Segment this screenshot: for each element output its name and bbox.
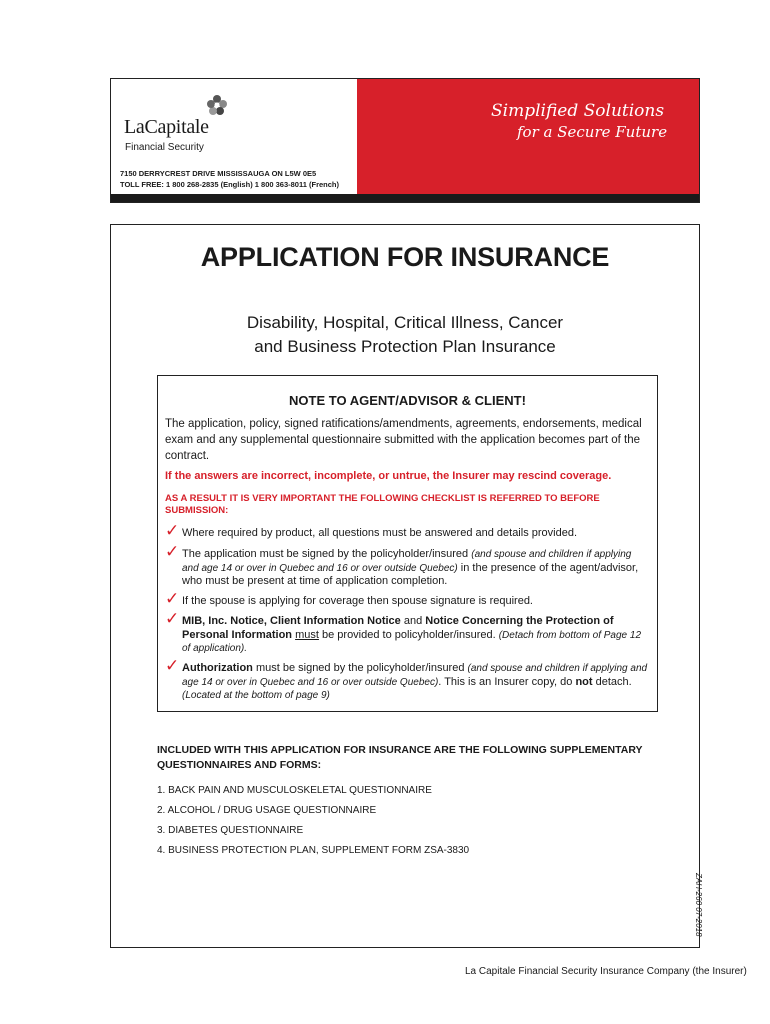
company-logo-text: LaCapitale xyxy=(124,116,209,138)
subtitle-line2: and Business Protection Plan Insurance xyxy=(254,337,556,356)
form-code: ZAH-260 07-2018 xyxy=(694,873,703,937)
checkmark-icon: ✓ xyxy=(165,589,180,608)
supplementary-list-item: 4. BUSINESS PROTECTION PLAN, SUPPLEMENT FORM ZSA-3830 xyxy=(157,845,470,856)
letterhead-logo-panel xyxy=(111,79,357,202)
tagline-line2: for a Secure Future xyxy=(517,123,668,141)
emphasis-must: must xyxy=(295,628,319,641)
supplementary-heading: INCLUDED WITH THIS APPLICATION FOR INSURANCE ARE THE FOLLOWING SUPPLEMENTARY QUESTIONNAIRES AND FORMS: xyxy=(157,744,643,771)
checkmark-icon: ✓ xyxy=(165,656,180,675)
tagline-line1: Simplified Solutions xyxy=(491,101,665,121)
tagline-panel xyxy=(357,79,699,202)
flower-logo-icon xyxy=(205,93,229,117)
note-title: NOTE TO AGENT/ADVISOR & CLIENT! xyxy=(289,393,526,408)
checklist-item-text: Where required by product, all questions must be answered and details provided. xyxy=(182,527,578,539)
checklist-heading: AS A RESULT IT IS VERY IMPORTANT THE FOLLOWING CHECKLIST IS REFERRED TO BEFORE SUBMISSION: xyxy=(165,493,600,516)
notice-name: MIB, Inc. Notice, Client Information Notice xyxy=(182,615,401,627)
checklist-item xyxy=(165,609,649,656)
supplementary-list-item: 3. DIABETES QUESTIONNAIRE xyxy=(157,825,304,836)
checkmark-icon: ✓ xyxy=(165,609,180,628)
checklist-item xyxy=(165,542,649,589)
company-logo-subtitle: Financial Security xyxy=(125,142,204,153)
subtitle-line1: Disability, Hospital, Critical Illness, Cancer xyxy=(246,313,564,332)
checklist-text-segment: be provided to policyholder/insured. xyxy=(318,628,499,641)
document-title: APPLICATION FOR INSURANCE xyxy=(200,242,610,272)
checklist-item xyxy=(165,589,649,609)
checklist-text-segment: must be signed by the policyholder/insured xyxy=(252,662,468,674)
notice-name: Notice Concerning the Protection of Personal Information xyxy=(182,615,614,641)
letterhead-bottom-bar xyxy=(111,194,699,202)
supplementary-list-item: 2. ALCOHOL / DRUG USAGE QUESTIONNAIRE xyxy=(157,805,377,816)
application-cover xyxy=(110,224,703,948)
note-warning: If the answers are incorrect, incomplete, or untrue, the Insurer may rescind coverage. xyxy=(165,470,612,482)
checklist-item-text xyxy=(182,662,649,703)
checklist-text-segment: and xyxy=(400,615,426,627)
agent-note-box xyxy=(157,375,658,712)
checkmark-icon: ✓ xyxy=(165,521,180,540)
checklist-item-text: If the spouse is applying for coverage then spouse signature is required. xyxy=(182,595,533,607)
emphasis-not: not xyxy=(575,675,593,688)
checkmark-icon: ✓ xyxy=(165,542,180,561)
checklist-item-text xyxy=(182,615,649,656)
checklist-note: (and spouse and children if applying and age 14 or over in Quebec and 16 or over outside Quebec) xyxy=(182,663,648,688)
note-body: The application, policy, signed ratifications/amendments, agreements, endorsements, medical exam and any supplemental questionnaire submitted with the application becomes part of the contract. xyxy=(165,418,642,462)
checklist-text-segment: in the presence of the agent/advisor, who must be present at time of application completion. xyxy=(182,561,639,587)
footer-insurer-name: La Capitale Financial Security Insurance Company (the Insurer) xyxy=(465,966,747,977)
checklist-note: (Located at the bottom of page 9) xyxy=(182,690,330,701)
checklist-text-segment: detach. xyxy=(592,675,632,688)
checklist-text-segment: . This is an Insurer copy, do xyxy=(438,675,576,688)
authorization-label: Authorization xyxy=(182,662,253,674)
checklist-text-segment: The application must be signed by the policyholder/insured xyxy=(182,548,472,560)
checklist-item xyxy=(165,656,649,703)
checklist-note: (and spouse and children if applying and age 14 or over in Quebec and 16 or over outside Quebec) xyxy=(182,549,632,574)
company-address: 7150 DERRYCREST DRIVE MISSISSAUGA ON L5W 0E5 xyxy=(120,169,317,178)
letterhead xyxy=(110,78,700,203)
checklist-item-text xyxy=(182,548,649,589)
checklist-item xyxy=(165,521,649,541)
supplementary-list-item: 1. BACK PAIN AND MUSCULOSKELETAL QUESTIONNAIRE xyxy=(157,785,432,796)
document-subtitle xyxy=(111,311,699,359)
checklist-note: (Detach from bottom of Page 12 of application). xyxy=(182,629,642,654)
company-phone: TOLL FREE: 1 800 268-2835 (English) 1 800 363-8011 (French) xyxy=(120,180,339,189)
